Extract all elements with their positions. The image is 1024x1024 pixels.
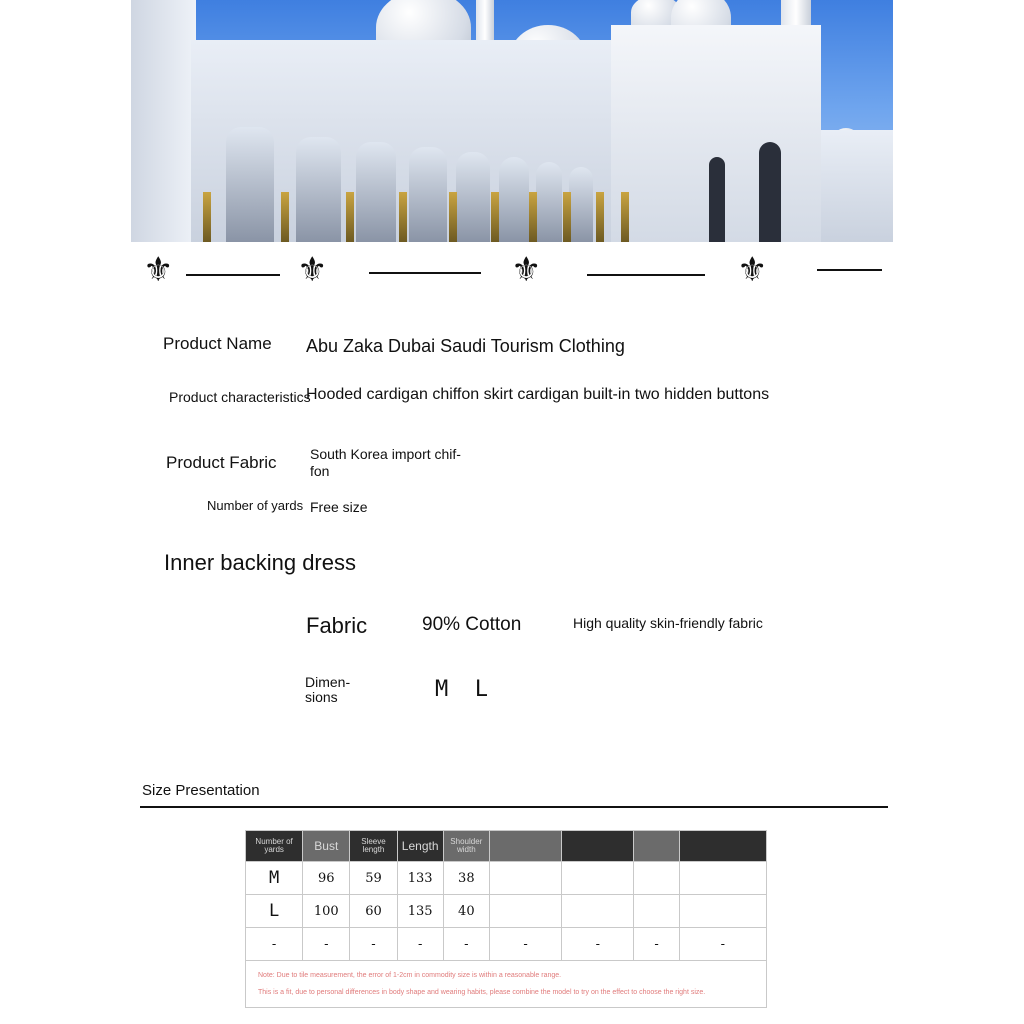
table-cell xyxy=(679,862,766,895)
arch xyxy=(456,152,490,242)
fabric-value-line: fon xyxy=(310,463,330,479)
tower-wall xyxy=(131,0,196,242)
size-section-title: Size Presentation xyxy=(142,782,260,799)
table-cell xyxy=(489,862,561,895)
table-cell: - xyxy=(679,928,766,961)
table-cell: - xyxy=(489,928,561,961)
table-cell xyxy=(634,862,679,895)
dimensions-label-line: sions xyxy=(305,689,338,705)
characteristics-value: Hooded cardigan chiffon skirt cardigan built-in two hidden buttons xyxy=(306,386,770,403)
dimensions-value: M L xyxy=(435,677,488,702)
table-cell xyxy=(562,862,634,895)
column xyxy=(621,192,629,242)
header-empty xyxy=(634,831,679,862)
fabric-value xyxy=(310,446,461,480)
inner-fabric-note: High quality skin-friendly fabric xyxy=(573,615,763,631)
column xyxy=(399,192,407,242)
characteristics-label: Product characteristics xyxy=(169,389,311,405)
product-name-value: Abu Zaka Dubai Saudi Tourism Clothing xyxy=(306,336,625,356)
table-cell: 135 xyxy=(397,895,443,928)
yards-value: Free size xyxy=(310,499,368,515)
table-cell: - xyxy=(562,928,634,961)
fleur-de-lis-icon: ⚜ xyxy=(737,251,768,289)
size-note-line: Note: Due to tile measurement, the error of 1-2cm in commodity size is within a reasonable range. xyxy=(258,972,562,979)
inner-fabric-label: Fabric xyxy=(306,613,368,638)
table-cell: L xyxy=(246,895,303,928)
column xyxy=(346,192,354,242)
table-cell: 60 xyxy=(350,895,397,928)
header-bust: Bust xyxy=(303,831,350,862)
dimensions-label xyxy=(305,675,350,705)
table-cell: 40 xyxy=(443,895,489,928)
header-yards: Number of yards xyxy=(246,831,303,862)
header-empty xyxy=(679,831,766,862)
product-name-label: Product Name xyxy=(163,334,272,353)
table-cell: M xyxy=(246,862,303,895)
side-wall xyxy=(821,130,893,242)
divider-line xyxy=(817,269,882,271)
table-cell xyxy=(634,895,679,928)
note-row xyxy=(246,961,767,1008)
column xyxy=(529,192,537,242)
arch xyxy=(536,162,562,242)
size-note xyxy=(246,961,767,1008)
table-cell: - xyxy=(350,928,397,961)
column xyxy=(203,192,211,242)
inner-fabric-value: 90% Cotton xyxy=(422,614,522,635)
header-shoulder: Shoulder width xyxy=(443,831,489,862)
table-cell: 38 xyxy=(443,862,489,895)
size-section-rule xyxy=(140,806,888,808)
column xyxy=(491,192,499,242)
hero-mosque-image xyxy=(131,0,893,242)
arch xyxy=(226,127,274,242)
column xyxy=(449,192,457,242)
column xyxy=(281,192,289,242)
fleur-de-lis-icon: ⚜ xyxy=(511,251,542,289)
divider-line xyxy=(369,272,481,274)
table-cell: 133 xyxy=(397,862,443,895)
table-cell xyxy=(489,895,561,928)
table-cell: - xyxy=(397,928,443,961)
fleur-de-lis-icon: ⚜ xyxy=(297,251,328,289)
arch xyxy=(409,147,447,242)
doorway xyxy=(759,142,781,242)
fleur-de-lis-icon: ⚜ xyxy=(143,251,174,289)
table-row xyxy=(246,862,767,895)
table-row xyxy=(246,895,767,928)
table-row xyxy=(246,928,767,961)
arch xyxy=(296,137,341,242)
table-cell: 100 xyxy=(303,895,350,928)
table-cell: - xyxy=(303,928,350,961)
header-sleeve: Sleeve length xyxy=(350,831,397,862)
yards-label: Number of yards xyxy=(207,498,304,513)
arch xyxy=(356,142,396,242)
doorway xyxy=(709,157,725,242)
arch xyxy=(569,167,593,242)
inner-dress-title: Inner backing dress xyxy=(164,550,356,575)
table-cell: - xyxy=(634,928,679,961)
table-cell: - xyxy=(246,928,303,961)
table-cell xyxy=(562,895,634,928)
column xyxy=(596,192,604,242)
header-empty xyxy=(562,831,634,862)
size-table-header xyxy=(246,831,767,862)
header-length: Length xyxy=(397,831,443,862)
header-empty xyxy=(489,831,561,862)
size-note-line: This is a fit, due to personal differences in body shape and wearing habits, please combine the model to try on the effect to choose the right size. xyxy=(258,989,706,996)
divider-line xyxy=(186,274,280,276)
table-cell: 96 xyxy=(303,862,350,895)
divider-line xyxy=(587,274,705,276)
size-table xyxy=(245,830,767,1008)
fabric-label: Product Fabric xyxy=(166,453,277,472)
fabric-value-line: South Korea import chif- xyxy=(310,446,461,462)
arch xyxy=(499,157,529,242)
dimensions-label-line: Dimen- xyxy=(305,674,351,690)
table-cell: 59 xyxy=(350,862,397,895)
table-cell xyxy=(679,895,766,928)
column xyxy=(563,192,571,242)
table-cell: - xyxy=(443,928,489,961)
